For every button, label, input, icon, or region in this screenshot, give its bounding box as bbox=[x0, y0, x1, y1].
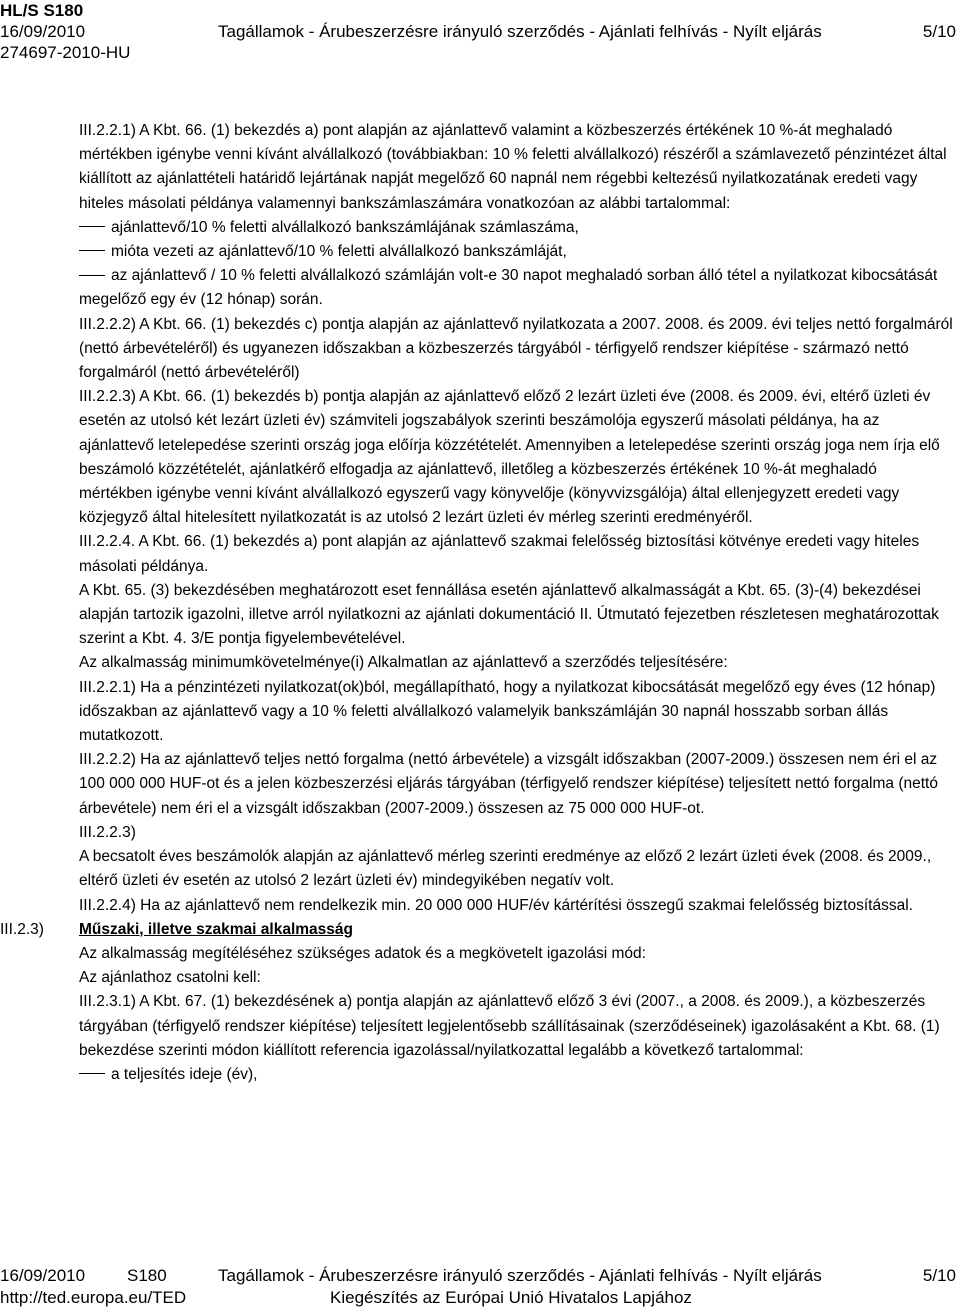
dash-item: mióta vezeti az ajánlattevő/10 % feletti alvállalkozó bankszámláját, bbox=[79, 240, 953, 264]
paragraph: III.2.2.3) A Kbt. 66. (1) bekezdés b) pontja alapján az ajánlattevő előző 2 lezárt üzleti éve (2008. és 2009. évi, eltérő üzleti év esetén az utolsó két lezárt üzleti év) számviteli jogszabályok szerinti beszámolója egyszerű másolati példánya, ha az ajánlattevő letelepedése szerinti ország joga előírja közzétételét. Amennyiben a letelepedése szerinti ország joga nem írja elő beszámoló közzétételét, ajánlatkérő elfogadja az ajánlattevő, illetőleg a közbeszerzés értékének 10 %-át meghaladó mértékben igénybe venni kívánt alvállalkozó egyszerű vagy könyvelője (könyvvizsgálója) által ellenjegyzett eredeti vagy közjegyző által hitelesített nyilatkozatát is az utolsó 2 lezárt üzleti év mérleg szerinti eredményéről. bbox=[79, 388, 940, 527]
paragraph: Az alkalmasság minimumkövetelménye(i) Alkalmatlan az ajánlattevő a szerződés teljesítésére: bbox=[79, 654, 728, 672]
dash-mark bbox=[79, 275, 105, 276]
footer-date: 16/09/2010 bbox=[0, 1266, 86, 1285]
paragraph: Az ajánlathoz csatolni kell: bbox=[79, 969, 261, 987]
paragraph: III.2.2.4) Ha az ajánlattevő nem rendelkezik min. 20 000 000 HUF/év kártérítési összegű szakmai felelősség biztosítással. bbox=[79, 896, 913, 914]
dash-mark bbox=[79, 250, 105, 251]
paragraph: III.2.2.2) A Kbt. 66. (1) bekezdés c) pontja alapján az ajánlattevő nyilatkozata a 2007. 2008. és 2009. évi teljes nettó forgalmáról (nettó árbevételéről) és ugyanezen időszakban a közbeszerzés tárgyából - térfigyelő rendszer kiépítése - származó nettó forgalmáról (nettó árbevételéről) bbox=[79, 315, 953, 382]
footer-url[interactable]: http://ted.europa.eu/TED bbox=[0, 1288, 187, 1307]
dash-item: ajánlattevő/10 % feletti alvállalkozó bankszámlájának számlaszáma, bbox=[79, 216, 953, 240]
footer-title: Tagállamok - Árubeszerzésre irányuló szerződés - Ajánlati felhívás - Nyílt eljárás bbox=[218, 1266, 822, 1285]
footer-publisher: Kiegészítés az Európai Unió Hivatalos Lapjához bbox=[330, 1288, 692, 1307]
header-date: 16/09/2010 bbox=[0, 22, 86, 41]
paragraph: III.2.3.1) A Kbt. 67. (1) bekezdésének a) pontja alapján az ajánlattevő előző 3 évi (2007., a 2008. és 2009.), a közbeszerzés tárgyában (térfigyelő rendszer kiépítése) teljesített legjelentősebb szállításainak (szerződéseinek) igazolásaként a Kbt. 68. (1) bekezdése szerinti módon kiállított referencia igazolással/nyilatkozattal legalább a következő tartalommal: bbox=[79, 993, 940, 1059]
section-number: III.2.3) bbox=[0, 920, 44, 938]
header-doc-id: 274697-2010-HU bbox=[0, 43, 131, 62]
dash-item: a teljesítés ideje (év), bbox=[79, 1063, 953, 1087]
header-title: Tagállamok - Árubeszerzésre irányuló szerződés - Ajánlati felhívás - Nyílt eljárás bbox=[218, 22, 822, 41]
section-iii22 bbox=[0, 119, 960, 918]
paragraph: A Kbt. 65. (3) bekezdésében meghatározott eset fennállása esetén ajánlattevő alkalmasságát a Kbt. 65. (3)-(4) bekezdései alapján tartozik igazolni, illetve arról nyilatkozni az ajánlati dokumentáció II. Útmutató fejezetben részletesen meghatározottak szerint a Kbt. 4. 3/E pontja figyelembevételével. bbox=[79, 581, 939, 648]
paragraph: III.2.2.3) bbox=[79, 823, 136, 841]
header-page: 5/10 bbox=[922, 22, 956, 41]
page-header bbox=[0, 0, 960, 63]
paragraph: III.2.2.4. A Kbt. 66. (1) bekezdés a) pont alapján az ajánlattevő szakmai felelősség biztosítási kötvénye eredeti vagy hiteles másolati példánya. bbox=[79, 533, 920, 575]
paragraph: III.2.2.1) Ha a pénzintézeti nyilatkozat(ok)ból, megállapítható, hogy a nyilatkozat kibocsátását megelőző egy éves (12 hónap) időszakban az ajánlattevő vagy a 10 % feletti alvállalkozó valamelyik bankszámláján 30 napnál hosszabb sorban állás mutatkozott. bbox=[79, 678, 936, 745]
paragraph: III.2.2.1) A Kbt. 66. (1) bekezdés a) pont alapján az ajánlattevő valamint a közbeszerzés értékének 10 %-át meghaladó mértékben igénybe venni kívánt alvállalkozó (továbbiakban: 10 % feletti alvállalkozó) részéről a számlavezető pénzintézet által kiállított az ajánlattételi határidő lejártának napját megelőző 60 napnál nem régebbi keltezésű nyilatkozatának eredeti vagy hiteles másolati példánya valamennyi bankszámlaszámára vonatkozóan az alábbi tartalommal: bbox=[79, 122, 947, 212]
footer-series: S180 bbox=[127, 1266, 167, 1285]
dash-mark bbox=[79, 1073, 105, 1074]
section-heading: Műszaki, illetve szakmai alkalmasság bbox=[79, 920, 353, 938]
footer-page: 5/10 bbox=[922, 1266, 956, 1285]
dash-item: az ajánlattevő / 10 % feletti alvállalkozó számláján volt-e 30 napot meghaladó sorban álló tétel a nyilatkozat kibocsátását megelőző egy év (12 hónap) során. bbox=[79, 267, 938, 309]
section-iii23 bbox=[0, 918, 960, 1087]
header-label: HL/S S180 bbox=[0, 1, 84, 20]
dash-mark bbox=[79, 226, 105, 227]
paragraph: III.2.2.2) Ha az ajánlattevő teljes nettó forgalma (nettó árbevétele) a vizsgált időszakban (2007-2009.) összesen nem éri el az 100 000 000 HUF-ot és a jelen közbeszerzési eljárás tárgyában (térfigyelő rendszer kiépítése) teljesített nettó forgalma (nettó árbevétele) nem éri el a vizsgált időszakban (2007-2009.) összesen az 75 000 000 HUF-ot. bbox=[79, 751, 938, 817]
paragraph: A becsatolt éves beszámolók alapján az ajánlattevő mérleg szerinti eredménye az előző 2 lezárt üzleti évek (2008. és 2009., eltérő üzleti év esetén az utolsó 2 lezárt üzleti év) mindegyikében negatív volt. bbox=[79, 848, 932, 890]
page-footer bbox=[0, 1265, 960, 1309]
paragraph: Az alkalmasság megítéléséhez szükséges adatok és a megkövetelt igazolási mód: bbox=[79, 944, 646, 962]
document-body bbox=[0, 119, 960, 1087]
